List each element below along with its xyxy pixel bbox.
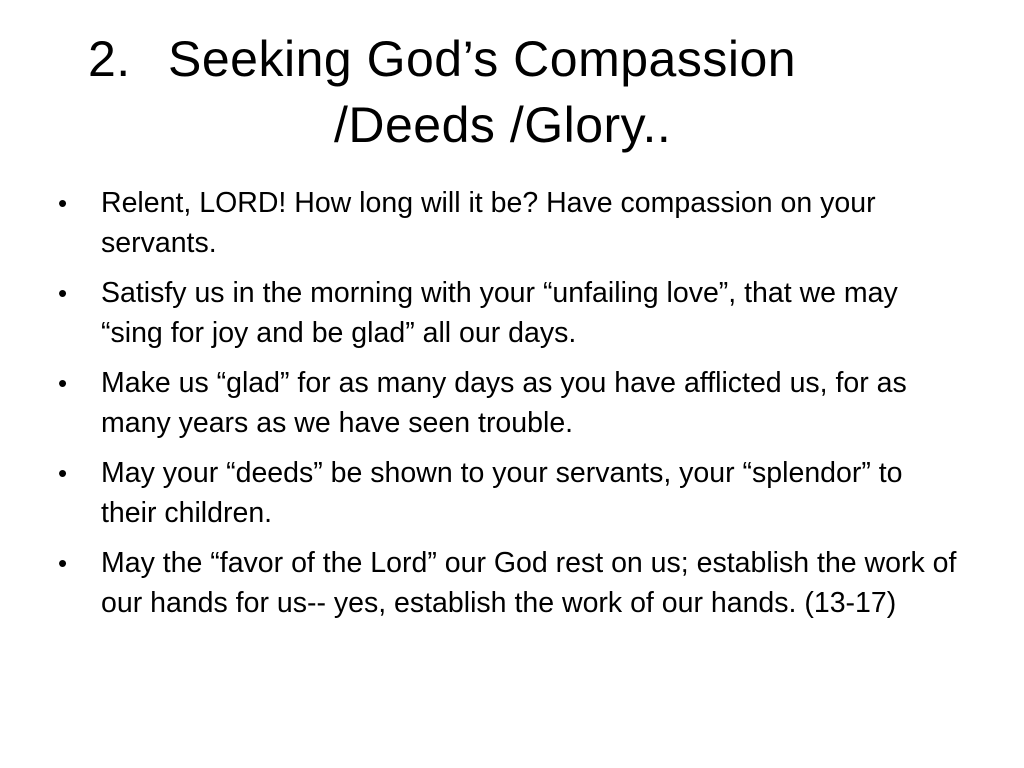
bullet-text: Relent, LORD! How long will it be? Have compassion on your servants. (101, 187, 876, 259)
bullet-item (58, 273, 958, 353)
bullet-item (58, 183, 958, 263)
bullet-text: Satisfy us in the morning with your “unfailing love”, that we may “sing for joy and be glad” all our days. (101, 277, 898, 349)
bullet-item (58, 453, 958, 533)
bullet-point-icon: • (58, 458, 68, 488)
bullet-point-icon: • (58, 368, 68, 398)
title-number: 2. (88, 31, 131, 87)
bullet-point-icon: • (58, 278, 68, 308)
bullet-item (58, 363, 958, 443)
bullet-text: Make us “glad” for as many days as you have afflicted us, for as many years as we have seen trouble. (101, 367, 907, 439)
title-line-1: Seeking God’s Compassion (168, 31, 797, 87)
bullet-point-icon: • (58, 188, 68, 218)
bullet-list (58, 183, 958, 633)
bullet-text: May your “deeds” be shown to your servants, your “splendor” to their children. (101, 457, 903, 529)
bullet-text: May the “favor of the Lord” our God rest on us; establish the work of our hands for us-- yes, establish the work of our hands. (13-17) (101, 547, 957, 619)
title-line-2: /Deeds /Glory.. (334, 97, 672, 153)
bullet-item (58, 543, 958, 623)
slide-title (88, 26, 968, 158)
bullet-point-icon: • (58, 548, 68, 578)
